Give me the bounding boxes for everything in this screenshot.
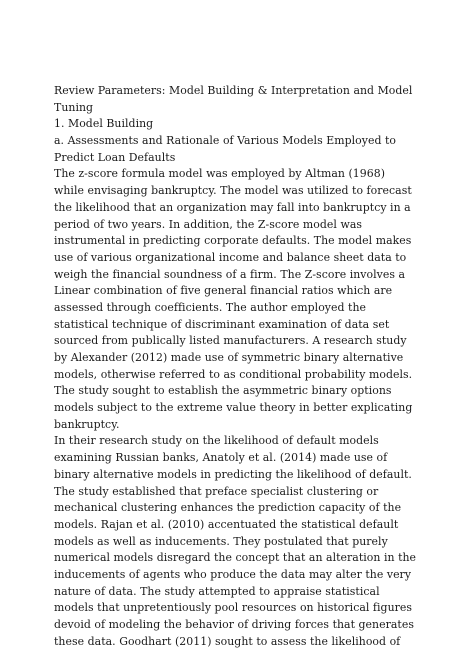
text-line: inducements of agents who produce the data may alter the very [54,567,412,581]
text-line: devoid of modeling the behavior of driving forces that generates [54,618,414,631]
text-line: instrumental in predicting corporate defaults. The model makes [54,234,412,248]
text-line: Linear combination of five general financial ratios which are [54,284,393,298]
text-line: a. Assessments and Rationale of Various Models Employed to [54,134,397,148]
text-line: models, otherwise referred to as conditional probability models. [54,367,413,381]
text-line: Predict Loan Defaults [54,150,176,164]
text-line: sourced from publically listed manufacturers. A research study [54,334,407,348]
text-line: models. Rajan et al. (2010) accentuated the statistical default [54,517,399,531]
text-line: by Alexander (2012) made use of symmetric binary alternative [54,351,404,364]
text-line: mechanical clustering enhances the prediction capacity of the [54,501,402,515]
document-body-text [54,83,416,650]
text-line: models that unpretentiously pool resources on historical figures [54,601,413,615]
text-line: these data. Goodhart (2011) sought to assess the likelihood of [54,634,401,648]
text-line: The z-score formula model was employed by Altman (1968) [54,167,386,181]
text-line: nature of data. The study attempted to appraise statistical [54,584,380,598]
text-line: 1. Model Building [54,117,154,131]
text-line: The study sought to establish the asymmetric binary options [54,384,392,398]
text-line: bankruptcy. [54,417,120,431]
text-line: use of various organizational income and balance sheet data to [54,250,407,264]
text-line: the likelihood that an organization may fall into bankruptcy in a [54,200,411,214]
text-line: models as well as inducements. They postulated that purely [54,534,388,548]
text-line: statistical technique of discriminant examination of data set [54,317,390,331]
text-line: binary alternative models in predicting the likelihood of default. [54,467,412,481]
text-line: Tuning [54,100,94,114]
text-line: assessed through coefficients. The author employed the [54,300,367,314]
text-line: Review Parameters: Model Building & Interpretation and Model [54,84,413,97]
text-line: weigh the financial soundness of a firm. The Z-score involves a [54,267,406,281]
text-line: numerical models disregard the concept that an alteration in the [54,551,417,565]
text-line: models subject to the extreme value theory in better explicating [54,401,413,415]
text-line: examining Russian banks, Anatoly et al. (2014) made use of [54,451,388,465]
text-line: In their research study on the likelihood of default models [54,434,379,448]
text-line: period of two years. In addition, the Z-score model was [54,217,363,231]
text-line: while envisaging bankruptcy. The model was utilized to forecast [54,184,412,198]
text-line: The study established that preface specialist clustering or [54,484,379,498]
